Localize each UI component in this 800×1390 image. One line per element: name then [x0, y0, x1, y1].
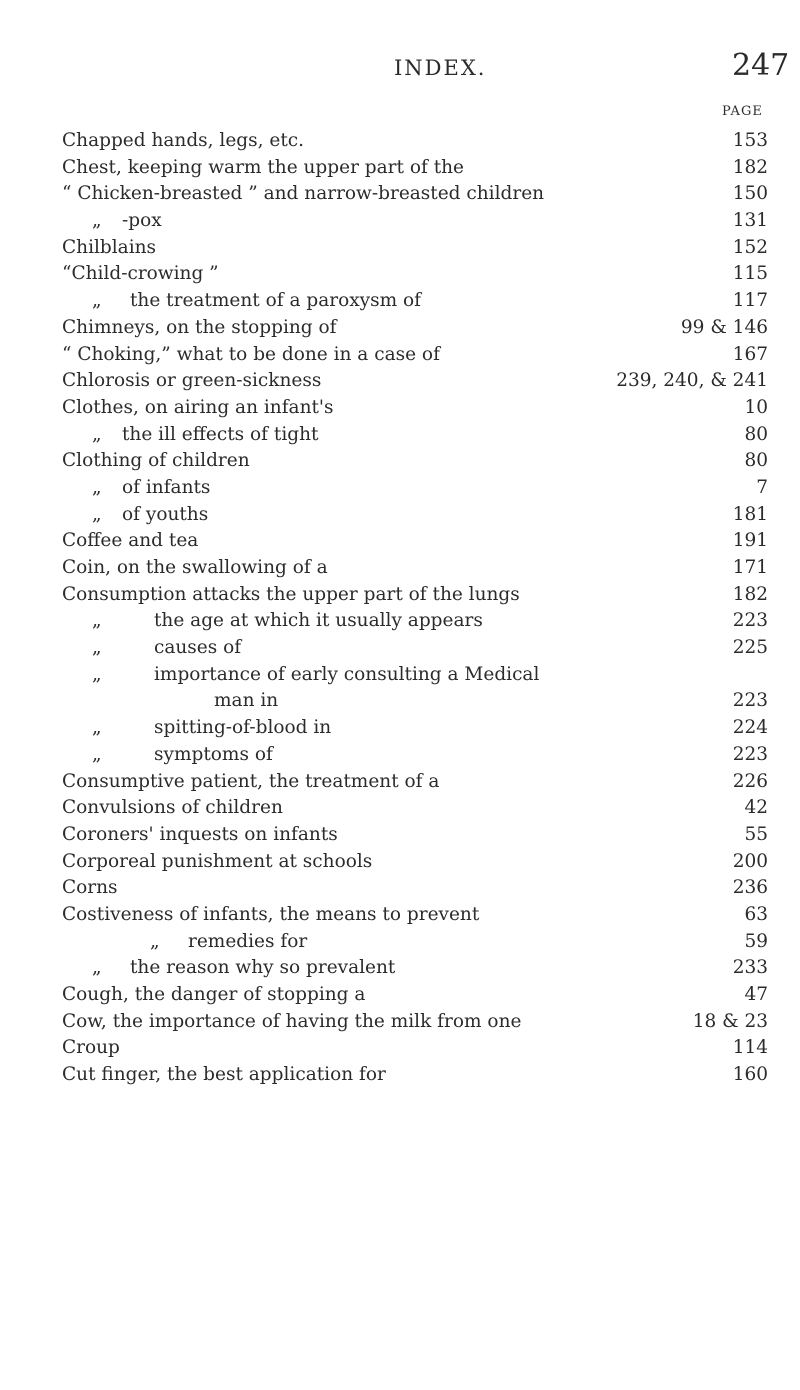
entry-term	[92, 664, 539, 685]
ditto-mark: „	[92, 637, 102, 659]
index-entry	[0, 797, 800, 824]
entry-term	[62, 877, 118, 898]
entry-term	[62, 370, 321, 391]
index-entry	[0, 317, 800, 344]
entry-text: Consumptive patient, the treatment of a	[62, 770, 440, 792]
entry-page: 160	[732, 1064, 768, 1086]
page-column-label: PAGE	[722, 104, 763, 119]
entry-text: “Child-crowing ”	[62, 263, 219, 285]
entry-text: Chapped hands, legs, etc.	[62, 130, 304, 151]
entry-text: of infants	[122, 476, 211, 498]
entry-page: 167	[732, 343, 768, 365]
index-entry	[0, 984, 800, 1011]
ditto-mark: „	[92, 743, 102, 765]
entry-text: Costiveness of infants, the means to prevent	[62, 903, 480, 925]
index-entry	[0, 504, 800, 531]
entry-text: -pox	[122, 210, 162, 232]
entry-page: 223	[732, 610, 768, 632]
page-number: 247	[732, 48, 790, 83]
entry-page: 236	[732, 877, 768, 899]
entry-text: Chest, keeping warm the upper part of the	[62, 156, 464, 178]
entry-text: Corporeal punishment at schools	[62, 850, 373, 872]
entry-term	[62, 317, 337, 338]
entry-page: 114	[732, 1037, 768, 1059]
entry-text: symptoms of	[154, 743, 273, 765]
entry-page: 63	[744, 903, 768, 925]
entry-page: 80	[744, 450, 768, 472]
entry-text: Coffee and tea	[62, 530, 199, 552]
entry-term	[62, 157, 464, 178]
index-entries	[0, 130, 800, 1091]
entry-term	[62, 130, 304, 151]
index-entry	[0, 477, 800, 504]
entry-page: 99 & 146	[680, 316, 768, 338]
index-entry	[0, 237, 800, 264]
ditto-mark: „	[92, 503, 102, 525]
entry-text: “ Chicken-breasted ” and narrow-breasted children	[62, 183, 545, 205]
index-entry	[0, 744, 800, 771]
index-entry	[0, 183, 800, 210]
index-entry	[0, 450, 800, 477]
entry-text: Chlorosis or green-sickness	[62, 370, 322, 392]
index-entry	[0, 557, 800, 584]
entry-term	[62, 530, 198, 551]
entry-term	[62, 584, 520, 605]
entry-term	[62, 557, 328, 578]
index-entry	[0, 931, 800, 958]
entry-text: “ Choking,” what to be done in a case of	[62, 343, 440, 365]
entry-text: Chilblains	[62, 236, 157, 258]
entry-term	[62, 904, 479, 925]
index-entry	[0, 1064, 800, 1091]
entry-text: Clothing of children	[62, 450, 250, 472]
entry-page: 18 & 23	[692, 1010, 768, 1032]
index-entry	[0, 397, 800, 424]
index-entry	[0, 1037, 800, 1064]
running-title: INDEX.	[394, 56, 487, 80]
entry-page: 7	[756, 476, 768, 498]
index-entry	[0, 664, 800, 691]
index-entry	[0, 210, 800, 237]
entry-term	[92, 744, 273, 765]
index-entry	[0, 370, 800, 397]
index-entry	[0, 717, 800, 744]
entry-term	[92, 290, 421, 311]
index-entry	[0, 263, 800, 290]
entry-text: Chimneys, on the stopping of	[62, 316, 337, 338]
entry-text: Cough, the danger of stopping a	[62, 984, 366, 1005]
entry-text: Cut finger, the best application for	[62, 1064, 386, 1086]
entry-page: 80	[744, 423, 768, 445]
index-entry	[0, 584, 800, 611]
entry-page: 181	[732, 503, 768, 525]
entry-page: 59	[744, 930, 768, 952]
entry-page: 42	[744, 797, 768, 819]
entry-term	[62, 237, 156, 258]
entry-page: 233	[732, 957, 768, 979]
entry-term	[62, 824, 338, 845]
entry-text: Corns	[62, 877, 118, 899]
entry-page: 10	[744, 396, 768, 418]
entry-term	[150, 931, 307, 952]
entry-text: remedies for	[188, 930, 308, 952]
entry-term	[92, 957, 395, 978]
entry-term	[62, 851, 372, 872]
entry-page: 182	[732, 156, 768, 178]
entry-text: importance of early consulting a Medical	[154, 663, 540, 685]
ditto-mark: „	[92, 717, 102, 739]
entry-text: Croup	[62, 1037, 120, 1059]
index-entry	[0, 904, 800, 931]
entry-term	[62, 797, 283, 818]
page-header	[0, 48, 800, 92]
entry-term	[214, 690, 278, 711]
ditto-mark: „	[92, 290, 102, 312]
entry-text: man in	[214, 690, 279, 712]
entry-term	[92, 717, 331, 738]
entry-term	[62, 397, 334, 418]
entry-page: 239, 240, & 241	[616, 370, 768, 392]
entry-term	[92, 424, 318, 445]
entry-term	[62, 344, 440, 365]
entry-term	[62, 984, 365, 1005]
entry-term	[92, 637, 241, 658]
ditto-mark: „	[92, 423, 102, 445]
entry-page: 191	[732, 530, 768, 552]
index-entry	[0, 530, 800, 557]
ditto-mark: „	[92, 210, 102, 232]
index-entry	[0, 690, 800, 717]
entry-term	[62, 1011, 521, 1032]
entry-term	[92, 477, 210, 498]
entry-term	[62, 771, 439, 792]
entry-text: the age at which it usually appears	[154, 610, 483, 632]
entry-page: 182	[732, 583, 768, 605]
entry-page: 47	[744, 984, 768, 1005]
index-entry	[0, 344, 800, 371]
entry-term	[92, 210, 162, 231]
ditto-mark: „	[92, 663, 102, 685]
entry-page: 152	[732, 236, 768, 258]
entry-term	[62, 263, 219, 284]
entry-text: the treatment of a paroxysm of	[130, 290, 422, 312]
index-entry	[0, 157, 800, 184]
ditto-mark: „	[150, 930, 160, 952]
entry-term	[62, 1037, 120, 1058]
ditto-mark: „	[92, 476, 102, 498]
ditto-mark: „	[92, 610, 102, 632]
entry-term	[92, 610, 483, 631]
entry-page: 150	[732, 183, 768, 205]
index-entry	[0, 957, 800, 984]
entry-page: 171	[732, 557, 768, 578]
entry-text: Consumption attacks the upper part of the lungs	[62, 583, 520, 605]
entry-page: 225	[732, 637, 768, 659]
entry-text: Cow, the importance of having the milk from one	[62, 1010, 522, 1032]
entry-page: 131	[732, 210, 768, 232]
index-entry	[0, 1011, 800, 1038]
entry-page: 226	[732, 770, 768, 792]
index-entry	[0, 877, 800, 904]
index-entry	[0, 637, 800, 664]
entry-text: of youths	[122, 503, 209, 525]
entry-page: 223	[732, 690, 768, 712]
entry-text: Coin, on the swallowing of a	[62, 557, 328, 578]
ditto-mark: „	[92, 957, 102, 979]
entry-text: the ill effects of tight	[122, 423, 319, 445]
index-entry	[0, 424, 800, 451]
entry-text: Clothes, on airing an infant's	[62, 396, 334, 418]
entry-term	[62, 450, 250, 471]
entry-page: 117	[732, 290, 768, 312]
entry-term	[92, 504, 208, 525]
entry-text: spitting-of-blood in	[154, 717, 332, 739]
entry-page: 55	[744, 823, 768, 845]
entry-page: 223	[732, 743, 768, 765]
entry-text: causes of	[154, 637, 242, 659]
entry-page: 153	[732, 130, 768, 151]
entry-page: 200	[732, 850, 768, 872]
entry-page: 224	[732, 717, 768, 739]
entry-page: 115	[732, 263, 768, 285]
index-entry	[0, 824, 800, 851]
index-entry	[0, 771, 800, 798]
entry-term	[62, 1064, 386, 1085]
index-entry	[0, 851, 800, 878]
entry-text: Convulsions of children	[62, 797, 283, 819]
entry-text: Coroners' inquests on infants	[62, 823, 338, 845]
entry-text: the reason why so prevalent	[130, 957, 396, 979]
index-entry	[0, 130, 800, 157]
index-entry	[0, 610, 800, 637]
index-entry	[0, 290, 800, 317]
entry-term	[62, 183, 544, 204]
